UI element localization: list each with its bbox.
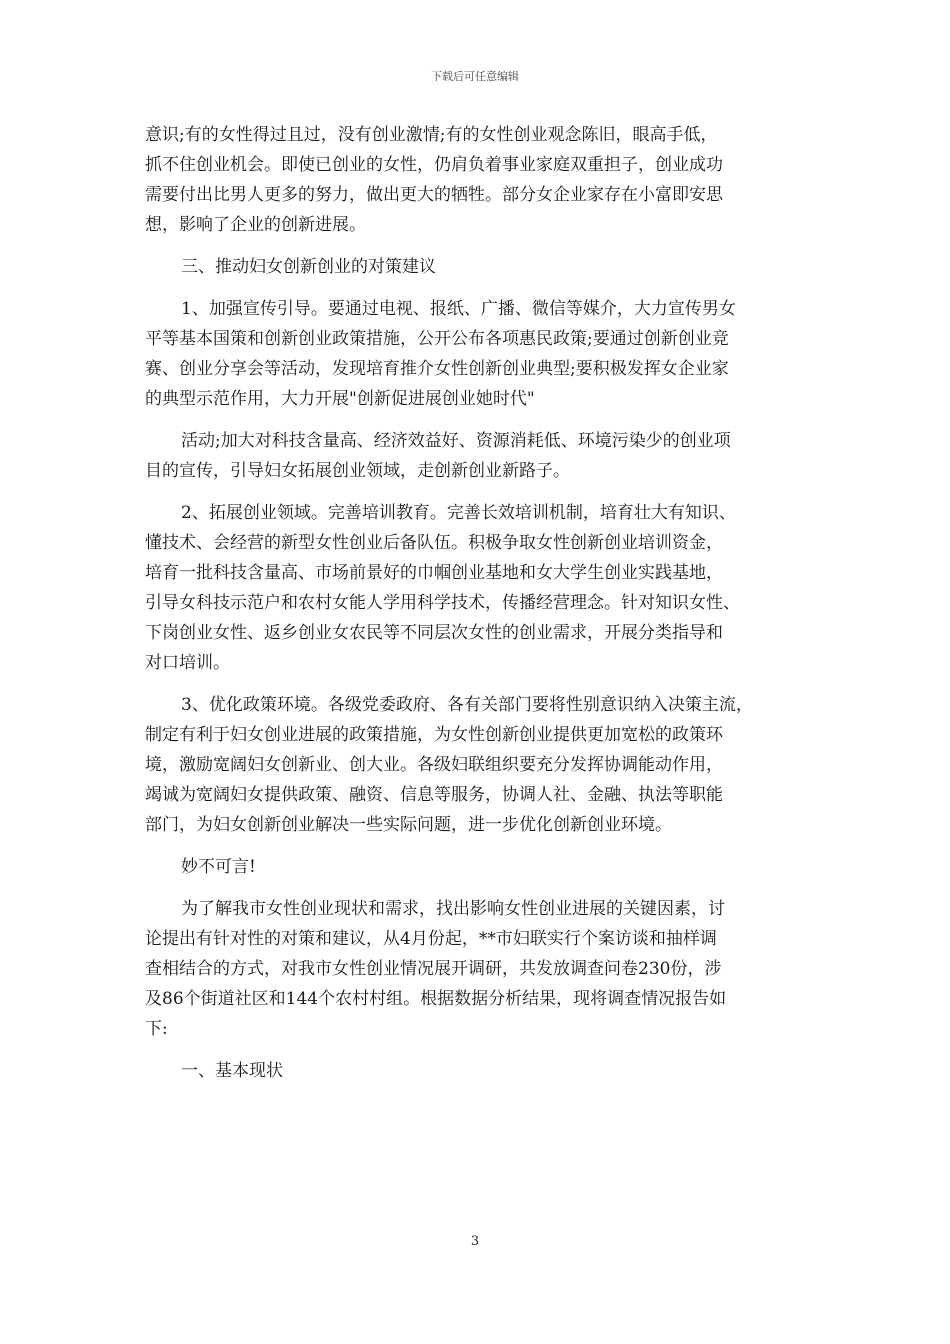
text-line: 竭诚为宽阔妇女提供政策、融资、信息等服务，协调人社、金融、执法等职能 <box>145 785 723 805</box>
text-line: 3、优化政策环境。各级党委政府、各有关部门要将性别意识纳入决策主流， <box>181 695 753 715</box>
text-line: 及86个街道社区和144个农村村组。根据数据分析结果，现将调查情况报告如 <box>145 989 727 1009</box>
text-line: 抓不住创业机会。即使已创业的女性，仍肩负着事业家庭双重担子，创业成功 <box>145 155 723 175</box>
text-line: 境，激励宽阔妇女创新业、创大业。各级妇联组织要充分发挥协调能动作用， <box>145 755 723 775</box>
text-line: 培育一批科技含量高、市场前景好的巾帼创业基地和女大学生创业实践基地， <box>145 563 723 583</box>
text-line: 三、推动妇女创新创业的对策建议 <box>181 257 436 277</box>
text-line: 懂技术、会经营的新型女性创业后备队伍。积极争取女性创新创业培训资金， <box>145 533 723 553</box>
page-header: 下载后可任意编辑 <box>431 70 519 83</box>
text-line: 下岗创业女性、返乡创业女农民等不同层次女性的创业需求，开展分类指导和 <box>145 623 723 643</box>
text-line: 妙不可言! <box>181 857 256 877</box>
page-number: 3 <box>470 1234 480 1249</box>
text-line: 为了解我市女性创业现状和需求，找出影响女性创业进展的关键因素，讨 <box>181 899 725 919</box>
text-line: 活动;加大对科技含量高、经济效益好、资源消耗低、环境污染少的创业项 <box>181 431 731 451</box>
text-line: 制定有利于妇女创业进展的政策措施，为女性创新创业提供更加宽松的政策环 <box>145 725 723 745</box>
text-line: 赛、创业分享会等活动，发现培育推介女性创新创业典型;要积极发挥女企业家 <box>145 359 729 379</box>
text-line: 下: <box>145 1019 168 1039</box>
text-line: 一、基本现状 <box>181 1061 283 1081</box>
text-line: 部门，为妇女创新创业解决一些实际问题，进一步优化创新创业环境。 <box>145 815 672 835</box>
text-line: 引导女科技示范户和农村女能人学用科学技术，传播经营理念。针对知识女性、 <box>145 593 740 613</box>
text-line: 需要付出比男人更多的努力，做出更大的牺牲。部分女企业家存在小富即安思 <box>145 185 723 205</box>
text-line: 意识;有的女性得过且过，没有创业激情;有的女性创业观念陈旧，眼高手低， <box>145 125 718 145</box>
text-line: 目的宣传，引导妇女拓展创业领域，走创新创业新路子。 <box>145 461 570 481</box>
text-line: 查相结合的方式，对我市女性创业情况展开调研，共发放调查问卷230份，涉 <box>145 959 722 979</box>
text-line: 2、拓展创业领域。完善培训教育。完善长效培训机制，培育壮大有知识、 <box>181 503 736 523</box>
text-line: 的典型示范作用，大力开展"创新促进展创业她时代" <box>145 389 535 409</box>
text-line: 1、加强宣传引导。要通过电视、报纸、广播、微信等媒介，大力宣传男女 <box>181 299 736 319</box>
text-line: 论提出有针对性的对策和建议，从4月份起，**市妇联实行个案访谈和抽样调 <box>145 929 717 949</box>
text-line: 对口培训。 <box>145 653 230 673</box>
text-line: 平等基本国策和创新创业政策措施，公开公布各项惠民政策;要通过创新创业竞 <box>145 329 729 349</box>
text-line: 想，影响了企业的创新进展。 <box>145 215 366 235</box>
